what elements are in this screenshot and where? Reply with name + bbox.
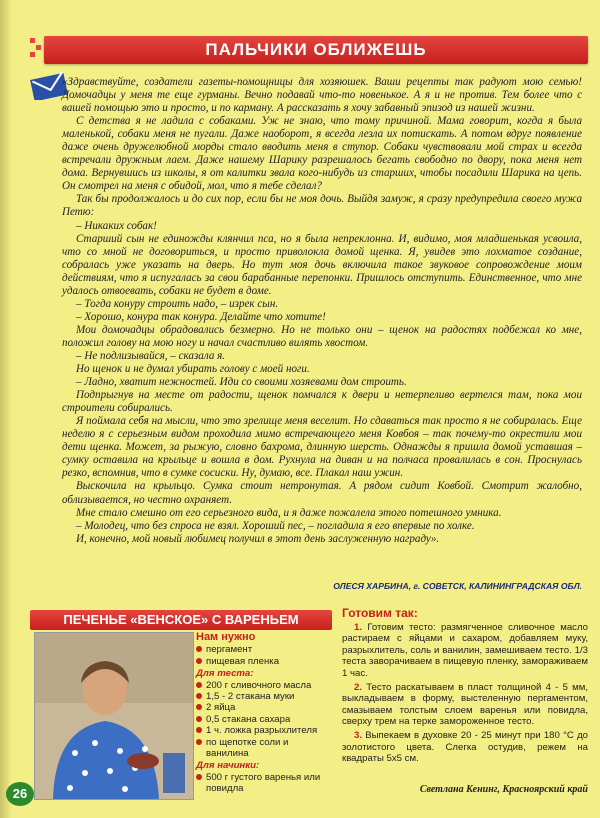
list-item: 1,5 - 2 стакана муки [196,691,332,702]
list-item: пергамент [196,644,332,655]
list-item: 200 г сливочного масла [196,680,332,691]
list-item: 2 яйца [196,702,332,713]
letter-paragraph: Но щенок и не думал убирать голову с моей ноги. [76,363,310,376]
list-item: 0,5 стакана сахара [196,714,332,725]
list-item: 1 ч. ложка разрыхлителя [196,725,332,736]
cook-photo [34,632,194,800]
list-item: по щепотке соли и ванилина [196,737,332,760]
step-item: 3. Выпекаем в духовке 20 - 25 минут при 180 °С до золотистого цвета. Слегка остудив, режем на квадраты 5х5 см. [342,729,589,765]
bullet-icon [196,646,202,652]
recipe-block [30,604,588,804]
ingredients-heading: Нам нужно [196,631,256,643]
filling-heading: Для начинки: [196,760,260,772]
letter-signature: ОЛЕСЯ ХАРБИНА, г. СОВЕТСК, КАЛИНИНГРАДСКАЯ ОБЛ. [333,581,582,591]
letter-paragraph: – Не подлизывайся, – сказала я. [76,349,226,362]
list-item: пищевая пленка [196,656,332,667]
reader-letter [62,76,582,546]
letter-paragraph: «Здравствуйте, создатели газеты-помощницы для хозяюшек. Ваши рецепты так радуют мою семью! Домочадцы у меня те еще гурманы. Вечно подавай что-то новенькое. А я и не против. Тем более что с вашей помощью это и просто, и по карману. А рассказать я хочу забавный эпизод из нашей жизни. [62,76,582,115]
letter-paragraph: Мои домочадцы обрадовались безмерно. Но не только они – щенок на радостях подбежал ко мне, положил голову на мою ногу и начал счастливо вилять хвостом. [62,323,582,349]
letter-paragraph: Подпрыгнув на месте от радости, щенок помчался к двери и нетерпеливо вертелся там, пока мои строители собирались. [62,389,582,415]
bullet-icon [196,727,202,733]
banner-accent [30,36,42,64]
step-item: 1. Готовим тесто: размягченное сливочное масло растираем с яйцами и сахаром, добавляем муку, разрыхлитель, соль и ванилин, замешиваем тесто. 1/3 теста заворачиваем в пищевую пленку, замораживаем 1 час. [342,621,588,679]
section-title: ПАЛЬЧИКИ ОБЛИЖЕШЬ [44,36,588,64]
letter-paragraph: И, конечно, мой новый любимец получил в этот день заслуженную награду». [76,532,440,545]
dough-heading: Для теста: [196,668,254,680]
recipe-author: Светлана Кенинг, Красноярский край [419,784,588,795]
bullet-icon [196,693,202,699]
letter-paragraph: – Тогда конуру строить надо, – изрек сын. [76,297,279,310]
step-item: 2. Тесто раскатываем в пласт толщиной 4 - 5 мм, выкладываем в форму, выстеленную пергаментом, смазываем толстым слоем варенья или повидла, сверху трем на терке замороженное тесто. [342,681,588,728]
bullet-icon [196,704,202,710]
letter-paragraph: Я поймала себя на мысли, что это зрелище меня веселит. Но сдаваться так просто я не собиралась. Еще неделю я с серьезным видом проходила мимо встречающего меня Ковбоя – так почему-то окрестили мои дети щенка. Может, за рыжую, словно бахрома, длинную шерсть. Однажды я пришла домой уставшая – сумку оставила на крыльце и вошла в дом. Рухнула на диван и на полчаса провалилась в сон. Проснулась резко, вспомнив, что в сумке сосиски. Ну, думаю, все. Плакал наш ужин. [62,415,582,480]
bullet-icon [196,774,202,780]
letter-paragraph: – Хорошо, конура так конура. Делайте что хотите! [76,310,326,323]
ingredients-list [196,632,332,795]
list-item: 500 г густого варенья или повидла [196,772,332,795]
recipe-title: ПЕЧЕНЬЕ «ВЕНСКОЕ» С ВАРЕНЬЕМ [30,610,332,630]
letter-paragraph: Мне стало смешно от его серьезного вида, и я даже пожалела этого потешного умника. [76,506,502,519]
bullet-icon [196,658,202,664]
letter-paragraph: Так бы продолжалось и до сих пор, если бы не моя дочь. Выйдя замуж, я сразу предупредила своего мужа Петю: [62,193,582,219]
steps-heading: Готовим так: [342,606,418,620]
letter-paragraph: – Молодец, что без спроса не взял. Хороший пес, – погладила я его впервые по холке. [76,519,475,532]
bullet-icon [196,716,202,722]
letter-paragraph: Старший сын не единожды клянчил пса, но я была непреклонна. И, видимо, моя младшенькая усвоила, что со мной не договориться, и просто приволокла домой щенка. Я, увидев это лохматое создание, собралась уже указать на дверь. Но тут моя дочь включила такое звуковое сопровождение моим действиям, что я испугалась за свои барабанные перепонки. Пришлось отступить. Единственное, что мне удалось отвоевать, собаки не будет в доме. [62,232,582,297]
letter-paragraph: С детства я не ладила с собаками. Уж не знаю, что тому причиной. Мама говорит, когда я была маленькой, собаки меня не пугали. Даже наоборот, я всегда лезла их потискать. А потом вдруг появление даже очень дружелюбной морды стало вводить меня в ступор. Собаки чувствовали мой страх и всегда встречали дружным лаем. Даже нашему Шарику разрешалось бегать свободно по двору, пока меня нет дома. Вернувшись из школы, я от калитки звала кого-нибудь из старших, чтобы посадили Шарика на цепь. Он смотрел на меня с обидой, мол, что я тебе сделал? [62,115,582,193]
page-number: 26 [6,782,34,806]
bullet-icon [196,682,202,688]
cooking-steps [342,608,588,767]
letter-paragraph: – Никаких собак! [76,219,157,232]
letter-paragraph: – Ладно, хватит нежностей. Иди со своими хозяевами дом строить. [76,376,407,389]
letter-paragraph: Выскочила на крыльцо. Сумка стоит нетронутая. А рядом сидит Ковбой. Смотрит жалобно, облизывается, но честно охраняет. [62,480,582,506]
page-edge [0,0,12,818]
bullet-icon [196,739,202,745]
